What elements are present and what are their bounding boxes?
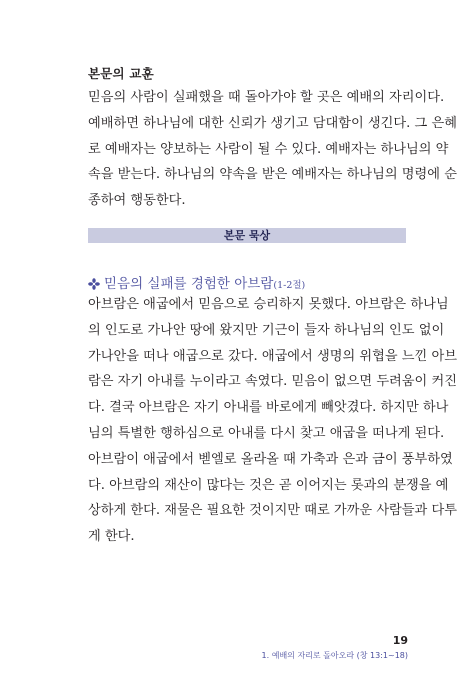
lesson-line: 예배하면 하나님에 대한 신뢰가 생기고 담대함이 생긴다. 그 은혜 bbox=[88, 115, 457, 131]
section-banner bbox=[88, 228, 406, 243]
meditation-line: 다. 결국 아브람은 자기 아내를 바로에게 빼앗겼다. 하지만 하나 bbox=[88, 400, 449, 416]
meditation-line: 게 한다. bbox=[88, 529, 135, 545]
meditation-line: 님의 특별한 행하심으로 아내를 다시 찾고 애굽을 떠나게 된다. bbox=[88, 425, 445, 441]
lesson-line: 속을 받는다. 하나님의 약속을 받은 예배자는 하나님의 명령에 순 bbox=[88, 167, 457, 183]
lesson-line: 종하여 행동한다. bbox=[88, 193, 186, 209]
lesson-heading: 본문의 교훈 bbox=[88, 66, 154, 81]
running-footer: 1. 예배의 자리로 돌아오라 (창 13:1~18) bbox=[261, 651, 408, 660]
meditation-subheading-text: 믿음의 실패를 경험한 아브람 bbox=[104, 276, 274, 292]
meditation-subheading-reference: (1-2절) bbox=[273, 280, 306, 291]
meditation-line: 람은 자기 아내를 누이라고 속였다. 믿음이 없으면 두려움이 커진 bbox=[88, 374, 457, 390]
section-banner-label: 본문 묵상 bbox=[223, 229, 271, 242]
meditation-line: 다. 아브람의 재산이 많다는 것은 곧 이어지는 롯과의 분쟁을 예 bbox=[88, 477, 449, 493]
lesson-line: 믿음의 사람이 실패했을 때 돌아가야 할 곳은 예배의 자리이다. bbox=[88, 90, 445, 105]
meditation-line: 가나안을 떠나 애굽으로 갔다. 애굽에서 생명의 위협을 느낀 아브 bbox=[88, 348, 457, 364]
meditation-paragraph bbox=[88, 292, 457, 550]
meditation-line: 아브람은 애굽에서 믿음으로 승리하지 못했다. 아브람은 하나님 bbox=[88, 297, 449, 312]
meditation-subheading bbox=[88, 272, 305, 294]
page-number: 19 bbox=[392, 634, 408, 647]
meditation-line: 의 인도로 가나안 땅에 왔지만 기근이 들자 하나님의 인도 없이 bbox=[88, 322, 445, 338]
meditation-line: 상하게 한다. 재물은 필요한 것이지만 때로 가까운 사람들과 다투 bbox=[88, 503, 457, 519]
meditation-line: 아브람이 애굽에서 벧엘로 올라올 때 가축과 은과 금이 풍부하였 bbox=[88, 451, 453, 467]
lesson-paragraph bbox=[88, 85, 457, 214]
lesson-line: 로 예배자는 양보하는 사람이 될 수 있다. 예배자는 하나님의 약 bbox=[88, 141, 449, 157]
